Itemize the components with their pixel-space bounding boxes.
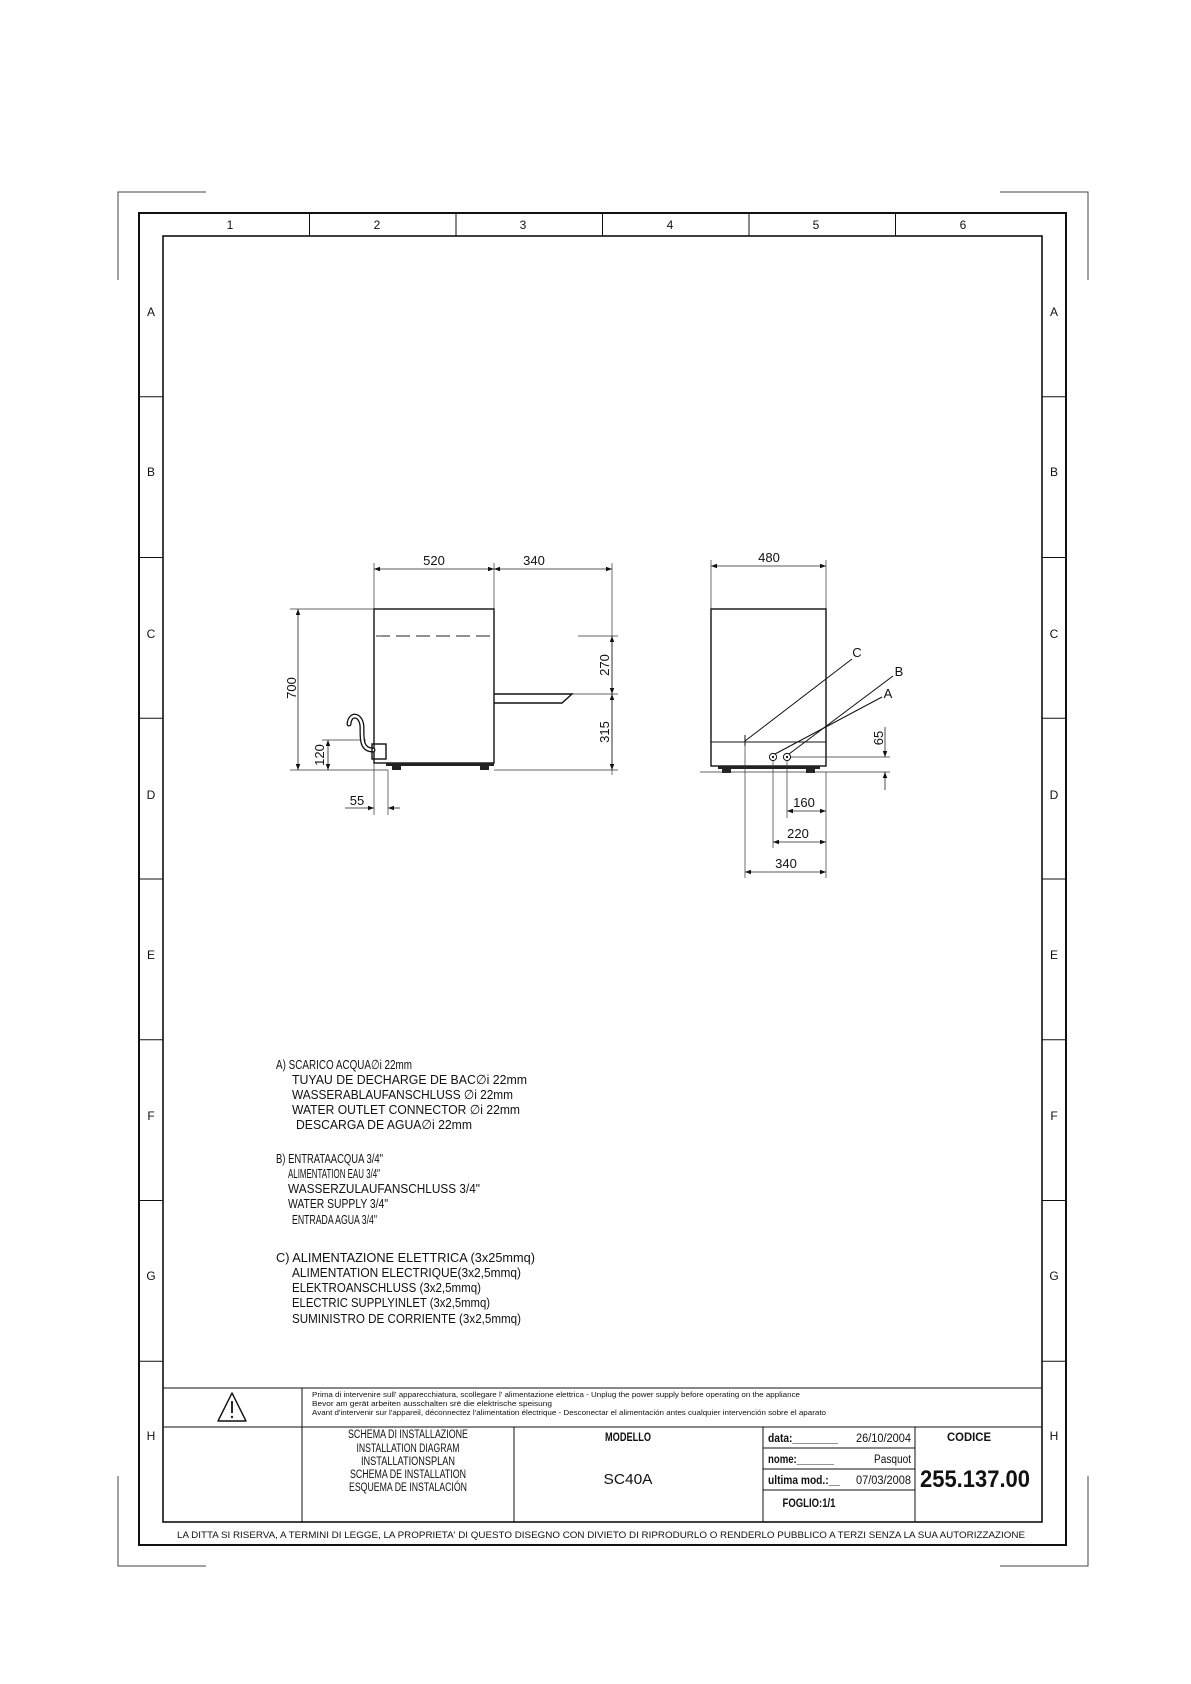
row-label: E	[146, 948, 156, 962]
row-label: E	[1049, 948, 1059, 962]
front-view-foot	[806, 769, 815, 773]
title-block	[348, 1427, 1030, 1522]
row-label: H	[1049, 1429, 1059, 1443]
copyright-notice: LA DITTA SI RISERVA, A TERMINI DI LEGGE, LA PROPRIETA' DI QUESTO DISEGNO CON DIVIETO DI RIPRODURLO O RENDERLO PUBBLICO A TERZI SENZA LA SUA AUTORIZZAZIONE	[177, 1530, 1025, 1541]
note-c-line: SUMINISTRO DE CORRIENTE (3x2,5mmq)	[292, 1311, 521, 1326]
column-label: 1	[226, 218, 234, 232]
code-label: CODICE	[947, 1432, 992, 1444]
warning-text: Avant d'intervenir sur l'appareil, déconnectez l'alimentation électrique - Desconectar el alimentación antes cualquier intervención sobre el aparato	[312, 1408, 826, 1417]
code-value: 255.137.00	[920, 1466, 1030, 1493]
row-label: A	[1049, 305, 1059, 319]
sheet-number: FOGLIO:1/1	[782, 1498, 836, 1510]
note-b-line: ENTRADA AGUA 3/4"	[292, 1212, 378, 1227]
dimension-label-width: 520	[423, 553, 445, 568]
note-c-line: ALIMENTATION ELECTRIQUE(3x2,5mmq)	[292, 1265, 521, 1280]
row-label: H	[146, 1429, 156, 1443]
note-b-title: B) ENTRATAACQUA 3/4"	[276, 1151, 384, 1166]
row-label: G	[1049, 1269, 1059, 1283]
note-c-line: ELECTRIC SUPPLYINLET (3x2,5mmq)	[292, 1295, 490, 1310]
warning-icon	[218, 1393, 246, 1421]
crop-marks	[118, 192, 1088, 1566]
column-label: 6	[959, 218, 967, 232]
drawing-title: SCHEMA DI INSTALLAZIONE	[348, 1429, 469, 1441]
date-label: data:________	[768, 1433, 839, 1445]
row-labels-right	[1049, 305, 1058, 1443]
row-label: C	[146, 627, 156, 641]
side-view-foot	[392, 766, 401, 770]
drawing-title: INSTALLATIONSPLAN	[361, 1456, 455, 1468]
note-a-line: DESCARGA DE AGUA∅i 22mm	[296, 1117, 472, 1132]
row-label: A	[146, 305, 156, 319]
row-labels-left	[146, 305, 155, 1443]
leader-line-c	[745, 659, 852, 741]
drawing-title: INSTALLATION DIAGRAM	[356, 1443, 460, 1455]
callout-c: C	[852, 645, 862, 660]
note-a-line: WATER OUTLET CONNECTOR ∅i 22mm	[292, 1102, 520, 1117]
callout-b: B	[894, 664, 904, 679]
row-label: D	[146, 788, 156, 802]
note-b-line: ALIMENTATION EAU 3/4"	[288, 1166, 381, 1181]
drawing-title: SCHEMA DE INSTALLATION	[350, 1469, 466, 1481]
warning-text: Prima di intervenire sull' apparecchiatura, scollegare l' alimentazione elettrica - Unplug the power supply before operating on the appliance	[312, 1390, 800, 1399]
drain-hose-inner	[349, 716, 373, 750]
date-value: 26/10/2004	[856, 1433, 912, 1445]
drain-outlet-a-center	[772, 756, 774, 758]
side-view-body	[374, 609, 494, 763]
dimension-label-tray: 340	[523, 553, 545, 568]
column-labels	[227, 218, 967, 232]
column-label: 2	[373, 218, 381, 232]
column-label: 3	[519, 218, 527, 232]
warning-text: Bevor am gerät arbeiten ausschalten srë die elektrische speisung	[312, 1399, 552, 1408]
crop-mark-bottom-left	[118, 1476, 206, 1566]
note-b-line: WATER SUPPLY 3/4"	[288, 1196, 389, 1211]
dimension-label-power-c-offset: 340	[775, 856, 797, 871]
dimension-label-drain-offset: 55	[349, 793, 365, 808]
row-label: F	[1050, 1109, 1058, 1123]
note-a-line: WASSERABLAUFANSCHLUSS ∅i 22mm	[292, 1087, 513, 1102]
note-b-line: WASSERZULAUFANSCHLUSS 3/4"	[288, 1181, 481, 1196]
dimension-label-upper-height: 270	[597, 654, 612, 676]
front-view-foot	[722, 769, 731, 773]
sheet-border-inner	[163, 236, 1042, 1522]
note-c-line: ELEKTROANSCHLUSS (3x2,5mmq)	[292, 1280, 481, 1295]
dimension-label-connection-height: 65	[871, 730, 886, 746]
row-label: G	[146, 1269, 156, 1283]
sheet-border-outer	[139, 213, 1066, 1545]
side-view-tray	[494, 694, 572, 703]
author-value: Pasquot	[874, 1454, 912, 1466]
dimension-label-inlet-b-offset: 160	[793, 795, 815, 810]
side-view-foot	[480, 766, 489, 770]
front-view	[700, 550, 903, 878]
row-label: D	[1049, 788, 1059, 802]
row-label: B	[146, 465, 156, 479]
row-label: B	[1049, 465, 1059, 479]
note-c-title: C) ALIMENTAZIONE ELETTRICA (3x25mmq)	[276, 1250, 535, 1265]
model-label: MODELLO	[605, 1432, 652, 1444]
dimension-label-drain-height: 120	[312, 744, 327, 766]
drawing-title: ESQUEMA DE INSTALACIÓN	[349, 1482, 505, 1494]
last-modified-value: 07/03/2008	[856, 1475, 911, 1487]
column-label: 4	[666, 218, 674, 232]
dimension-label-tray-height: 315	[597, 721, 612, 743]
row-label: C	[1049, 627, 1059, 641]
connection-notes	[276, 1057, 535, 1326]
dimension-label-drain-a-offset: 220	[787, 826, 809, 841]
water-inlet-b-center	[786, 756, 788, 758]
model-value: SC40A	[603, 1471, 653, 1488]
side-view-base	[386, 763, 494, 766]
dimension-label-height: 700	[284, 677, 299, 699]
side-view	[284, 553, 618, 815]
note-a-title: A) SCARICO ACQUA∅i 22mm	[276, 1057, 412, 1072]
column-label: 5	[812, 218, 820, 232]
front-view-base	[718, 766, 820, 769]
callout-a: A	[883, 686, 893, 701]
warning-exclamation-dot	[231, 1416, 233, 1418]
note-a-line: TUYAU DE DECHARGE DE BAC∅i 22mm	[292, 1072, 527, 1087]
author-label: nome:_______	[768, 1454, 835, 1466]
sheet-frame	[139, 213, 1066, 1545]
row-label: F	[147, 1109, 155, 1123]
dimension-label-front-width: 480	[758, 550, 780, 565]
last-modified-label: ultima mod.:__	[768, 1475, 841, 1487]
